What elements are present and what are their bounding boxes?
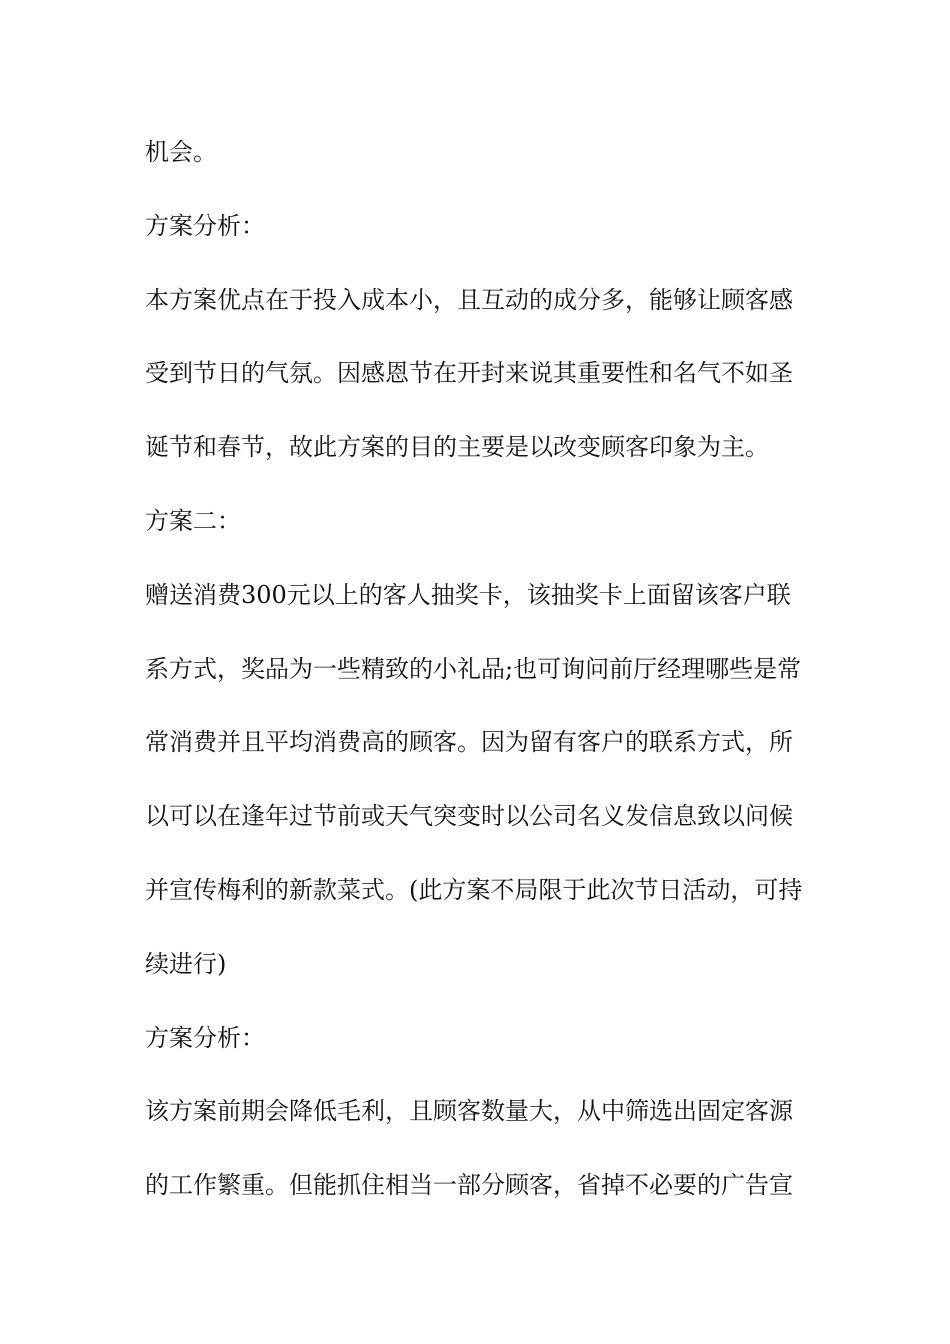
text-line: 的工作繁重。但能抓住相当一部分顾客，省掉不必要的广告宣: [145, 1171, 793, 1200]
section-heading: 方案分析：: [145, 1023, 265, 1052]
section-heading: 方案二：: [145, 506, 241, 535]
text-line: 机会。: [145, 138, 217, 166]
text-line: 受到节日的气氛。因感恩节在开封来说其重要性和名气不如圣: [145, 359, 793, 388]
text-line: 该方案前期会降低毛利，且顾客数量大，从中筛选出固定客源: [145, 1097, 793, 1126]
text-line: 诞节和春节，故此方案的目的主要是以改变顾客印象为主。: [145, 433, 769, 462]
text-line: 以可以在逢年过节前或天气突变时以公司名义发信息致以问候: [145, 802, 793, 831]
document-body: [145, 127, 810, 1234]
text-line: 系方式，奖品为一些精致的小礼品;也可询问前厅经理哪些是常: [145, 654, 802, 683]
text-line: 续进行): [145, 949, 227, 978]
text-line: 并宣传梅利的新款菜式。(此方案不局限于此次节日活动，可持: [145, 875, 803, 904]
text-line: 本方案优点在于投入成本小，且互动的成分多，能够让顾客感: [145, 285, 793, 314]
section-heading: 方案分析：: [145, 211, 265, 240]
text-line: 常消费并且平均消费高的顾客。因为留有客户的联系方式，所: [145, 728, 793, 757]
text-line: 赠送消费300元以上的客人抽奖卡，该抽奖卡上面留该客户联: [145, 580, 791, 609]
